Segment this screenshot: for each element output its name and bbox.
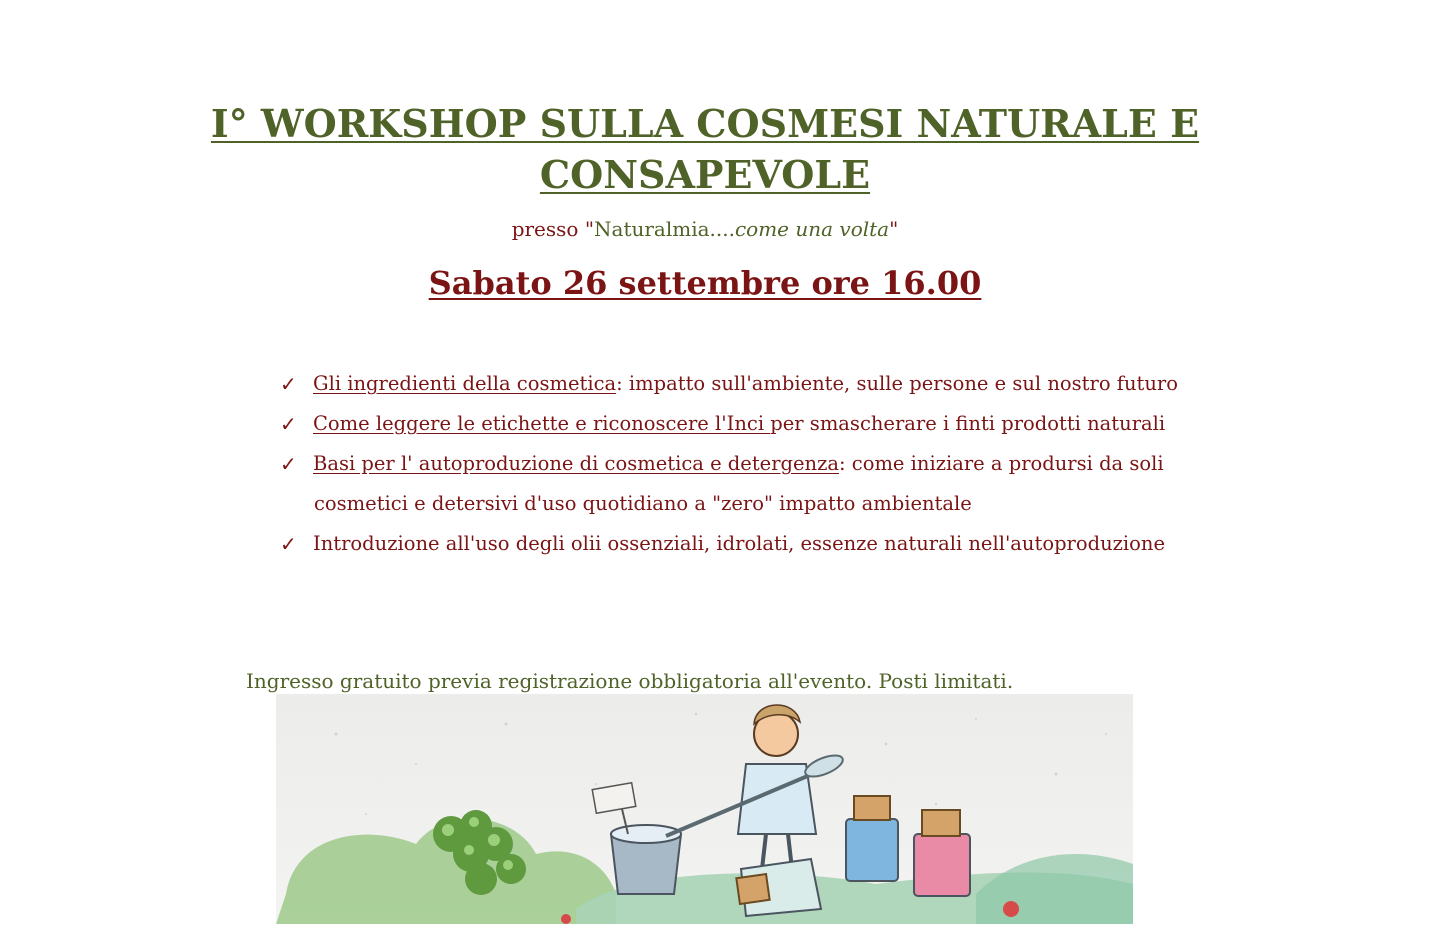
title-line-1: I° WORKSHOP SULLA COSMESI NATURALE E bbox=[210, 101, 1200, 146]
topic-heading: Come leggere le etichette e riconoscere l'Inci bbox=[313, 412, 771, 435]
event-date: Sabato 26 settembre ore 16.00 bbox=[428, 264, 982, 302]
topic-heading: Gli ingredienti della cosmetica bbox=[313, 372, 617, 395]
checkmark-icon: ✓ bbox=[280, 532, 297, 556]
topic-description: per smascherare i finti prodotti naturali bbox=[770, 412, 1166, 435]
venue-tagline: come una volta bbox=[734, 217, 890, 241]
list-item bbox=[280, 404, 1180, 444]
topic-description-continued: cosmetici e detersivi d'uso quotidiano a "zero" impatto ambientale bbox=[314, 492, 972, 515]
venue-name: Naturalmia bbox=[594, 217, 710, 241]
topic-description: : impatto sull'ambiente, sulle persone e sul nostro futuro bbox=[616, 372, 1178, 395]
venue-prefix: presso " bbox=[511, 217, 595, 241]
venue-dots: .... bbox=[709, 217, 735, 241]
checkmark-icon: ✓ bbox=[280, 372, 297, 396]
topic-heading: Basi per l' autoproduzione di cosmetica e detergenza bbox=[313, 452, 840, 475]
checkmark-icon: ✓ bbox=[280, 452, 297, 476]
page-title bbox=[0, 98, 1410, 200]
topic-description: : come iniziare a prodursi da soli bbox=[839, 452, 1164, 475]
list-item-continuation bbox=[280, 484, 1180, 524]
topic-description: Introduzione all'uso degli olii ossenziali, idrolati, essenze naturali nell'autoproduzione bbox=[313, 532, 1166, 555]
topics-list bbox=[280, 364, 1180, 564]
title-line-2: CONSAPEVOLE bbox=[539, 152, 871, 197]
venue-suffix: " bbox=[889, 217, 899, 241]
list-item bbox=[280, 524, 1180, 564]
cosmetics-illustration bbox=[276, 694, 1133, 924]
list-item bbox=[280, 444, 1180, 484]
checkmark-icon: ✓ bbox=[280, 412, 297, 436]
entry-note: Ingresso gratuito previa registrazione obbligatoria all'evento. Posti limitati. bbox=[246, 669, 1014, 693]
venue-line bbox=[0, 214, 1410, 244]
list-item bbox=[280, 364, 1180, 404]
